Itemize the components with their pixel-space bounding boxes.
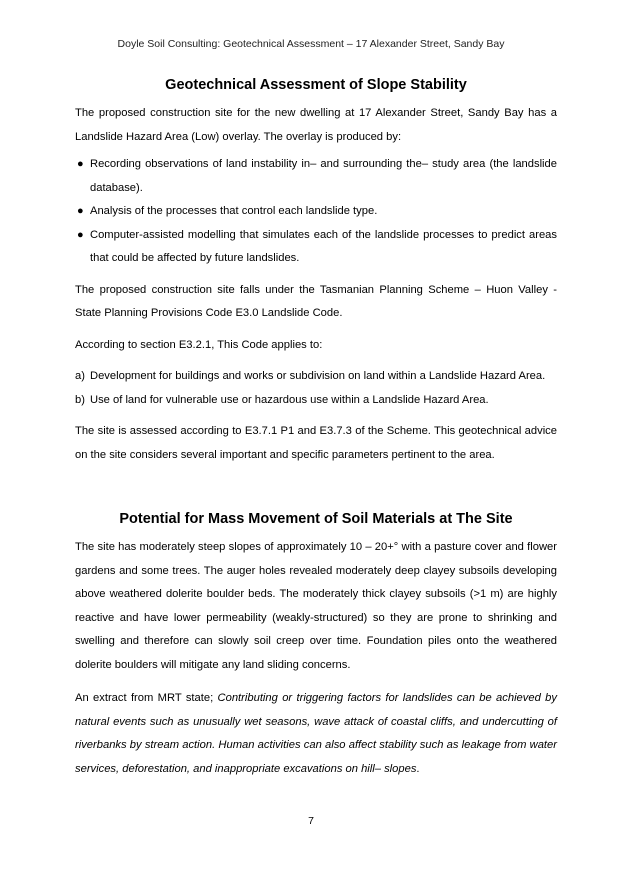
- list-marker: b): [75, 393, 85, 406]
- list-item: [75, 365, 557, 389]
- mrt-extract-paragraph: [75, 687, 557, 781]
- bullet-text: Recording observations of land instability in– and surrounding the– study area (the landslide database).: [90, 158, 557, 194]
- list-item: [75, 153, 557, 200]
- bullet-text: Computer-assisted modelling that simulates each of the landslide processes to predict areas that could be affected by future landslides.: [90, 228, 557, 264]
- page-number: 7: [308, 815, 314, 827]
- section-slope-stability: [75, 74, 557, 467]
- list-item: [75, 200, 557, 224]
- site-description-paragraph: The site has moderately steep slopes of approximately 10 – 20+° with a pasture cover and flower gardens and some trees. The auger holes revealed moderately deep clayey subsoils developing above weathered dolerite boulder beds. The moderately thick clayey subsoils (>1 m) are highly reactive and have lower permeability (weakly-structured) so they are prone to shrinking and swelling and therefore can slowly soil creep over time. Foundation piles onto the weathered dolerite boulders will mitigate any land sliding concerns.: [75, 541, 557, 671]
- bullet-icon: ●: [77, 158, 84, 170]
- list-item-text: Use of land for vulnerable use or hazardous use within a Landslide Hazard Area.: [90, 393, 489, 406]
- section-heading-slope-stability: Geotechnical Assessment of Slope Stability: [165, 77, 467, 93]
- list-marker: a): [75, 370, 85, 382]
- section-mass-movement: [75, 508, 557, 781]
- bullet-icon: ●: [77, 205, 84, 217]
- bullet-icon: ●: [77, 228, 84, 241]
- intro-paragraph: The proposed construction site for the new dwelling at 17 Alexander Street, Sandy Bay has a Landslide Hazard Area (Low) overlay. The overlay is produced by:: [75, 107, 557, 143]
- extract-end: .: [416, 762, 420, 775]
- overlay-bullet-list: [75, 153, 557, 271]
- section-heading-mass-movement: Potential for Mass Movement of Soil Materials at The Site: [119, 511, 513, 527]
- running-header: Doyle Soil Consulting: Geotechnical Assessment – 17 Alexander Street, Sandy Bay: [117, 38, 505, 50]
- assessment-paragraph: The site is assessed according to E3.7.1 P1 and E3.7.3 of the Scheme. This geotechnical advice on the site considers several important and specific parameters pertinent to the area.: [75, 425, 557, 461]
- extract-quote: Contributing or triggering factors for landslides can be achieved by natural events such as unusually wet seasons, wave attack of coastal cliffs, and undercutting of riverbanks by stream action. Human activities can also affect stability such as leakage from water services, deforestation, and inappropriate excavations on hill– slopes: [75, 692, 557, 775]
- list-item-text: Development for buildings and works or subdivision on land within a Landslide Hazard Area.: [90, 370, 546, 382]
- section-reference-paragraph: According to section E3.2.1, This Code applies to:: [75, 338, 323, 351]
- extract-lead: An extract from MRT state;: [75, 692, 218, 704]
- list-item: [75, 389, 557, 413]
- list-item: [75, 224, 557, 271]
- planning-scheme-paragraph: The proposed construction site falls under the Tasmanian Planning Scheme – Huon Valley - State Planning Provisions Code E3.0 Landslide Code.: [75, 283, 557, 319]
- applies-to-list: [75, 365, 557, 412]
- bullet-text: Analysis of the processes that control each landslide type.: [90, 205, 378, 217]
